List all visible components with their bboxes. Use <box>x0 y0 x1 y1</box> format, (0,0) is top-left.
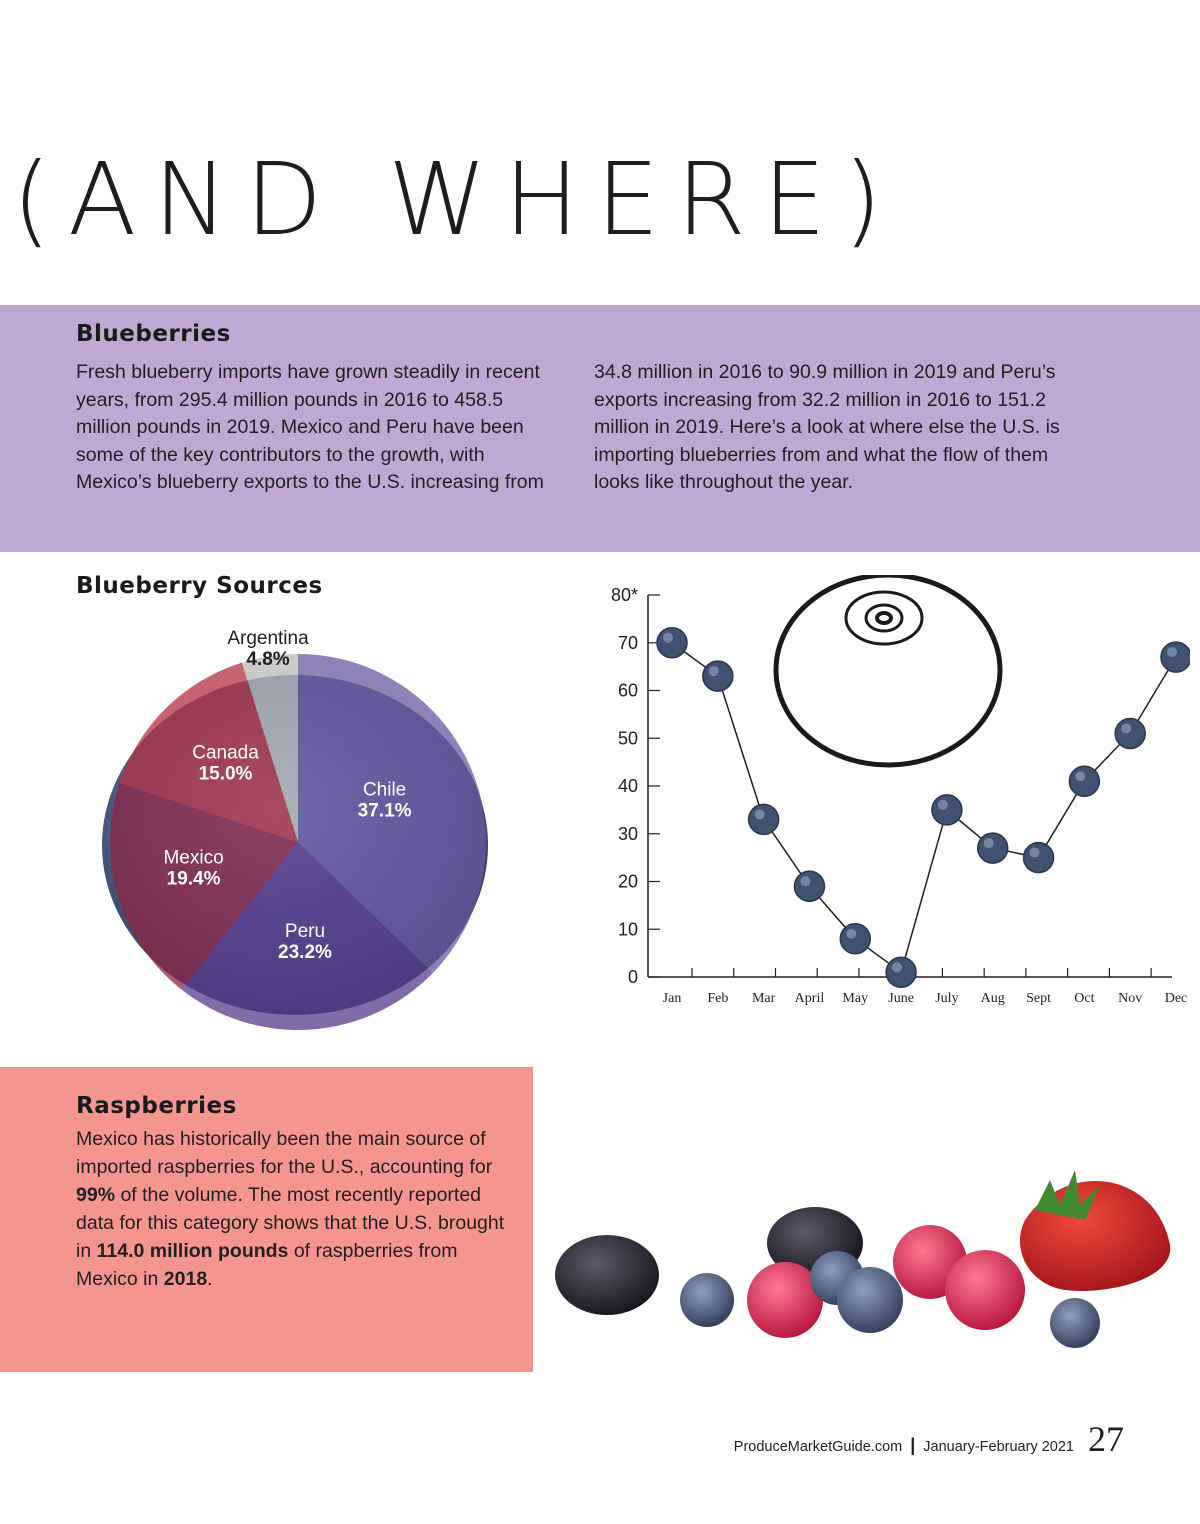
x-tick-label: July <box>935 991 959 1006</box>
data-point <box>1024 843 1054 873</box>
headline: (AND WHERE) <box>12 141 899 258</box>
series-points <box>657 628 1190 987</box>
data-point <box>1115 718 1145 748</box>
raspberry <box>945 1250 1025 1330</box>
x-tick-label: Jan <box>662 991 682 1006</box>
series-line <box>672 643 1176 972</box>
data-point <box>840 924 870 954</box>
y-tick-label: 0 <box>627 967 638 987</box>
data-point-highlight <box>938 800 948 810</box>
y-tick-label: 20 <box>617 871 638 892</box>
rasp-bold-year: 2018 <box>163 1268 208 1290</box>
berries-photo <box>545 1150 1185 1360</box>
x-tick-label: Nov <box>1118 991 1143 1006</box>
data-point <box>886 957 916 987</box>
x-tick-label: May <box>842 991 869 1006</box>
data-point <box>1161 642 1190 672</box>
raspberries-title: Raspberries <box>76 1093 237 1119</box>
blackberry <box>555 1235 659 1315</box>
x-tick-label: Mar <box>751 991 776 1006</box>
rasp-bold-volume: 114.0 million pounds <box>96 1240 289 1262</box>
data-point-highlight <box>892 962 902 972</box>
blueberries-text-col1: Fresh blueberry imports have grown steadily in recent years, from 295.4 million pounds in 2016 to 458.5 million pounds in 2019. Mexico and Peru have been some of the key contributors to the growth, with Mexico’s blueberry exports to the U.S. increasing from <box>76 361 544 493</box>
blueberry <box>837 1267 903 1333</box>
blueberry <box>1050 1298 1100 1348</box>
data-point-highlight <box>663 633 673 643</box>
data-point-highlight <box>984 838 994 848</box>
raspberries-section <box>0 1067 533 1372</box>
decorative-blueberry-sketch <box>776 575 1000 765</box>
rasp-bold-share: 99% <box>76 1184 116 1206</box>
data-point <box>794 871 824 901</box>
rasp-text-2: of the volume. The most recently reported data for this category shows that the U.S. brought in <box>76 1184 505 1262</box>
y-tick-label: 60 <box>617 680 638 701</box>
pie-slices <box>110 654 486 1030</box>
data-point-highlight <box>1075 771 1085 781</box>
blueberry <box>680 1273 734 1327</box>
x-tick-label: June <box>888 991 914 1006</box>
x-tick-label: Oct <box>1074 991 1095 1006</box>
pie-label-name: Mexico <box>163 847 224 869</box>
rasp-text-4: . <box>207 1268 213 1290</box>
pie-label-name: Argentina <box>227 628 309 649</box>
pie-label-value: 15.0% <box>198 763 253 785</box>
x-tick-label: Feb <box>707 991 729 1006</box>
data-point-highlight <box>1167 647 1177 657</box>
y-tick-label: 40 <box>617 776 638 796</box>
data-point-highlight <box>709 666 719 676</box>
rasp-text-3: of raspberries from Mexico in <box>76 1240 458 1290</box>
pie-label-value: 37.1% <box>357 800 412 822</box>
raspberries-text <box>76 1125 516 1293</box>
data-point <box>657 628 687 658</box>
data-point <box>749 804 779 834</box>
pie-label-name: Canada <box>192 742 259 764</box>
data-point-highlight <box>755 809 765 819</box>
x-tick-label: Dec <box>1164 991 1188 1006</box>
page-footer <box>734 1418 1124 1460</box>
rasp-text-1: Mexico has historically been the main source of imported raspberries for the U.S., accounting for <box>76 1128 493 1178</box>
footer-site: ProduceMarketGuide.com <box>733 1439 903 1455</box>
data-point <box>932 795 962 825</box>
data-point-highlight <box>1030 848 1040 858</box>
data-point-highlight <box>1121 723 1131 733</box>
y-tick-label: 50 <box>617 728 638 749</box>
blueberries-title: Blueberries <box>76 321 231 347</box>
data-point <box>1069 766 1099 796</box>
data-point-highlight <box>800 876 810 886</box>
blueberry-sources-pie-chart <box>90 620 530 1040</box>
pie-label-value: 4.8% <box>246 649 290 670</box>
x-tick-label: Aug <box>980 991 1005 1006</box>
blueberries-intro <box>0 305 1200 552</box>
y-tick-label: 70 <box>617 632 638 653</box>
x-tick-label: April <box>794 991 825 1006</box>
pie-label-name: Chile <box>362 779 407 801</box>
x-tick-label: Sept <box>1026 991 1051 1006</box>
series-polyline <box>672 643 1176 972</box>
y-tick-label: 30 <box>617 823 638 844</box>
blueberries-text-col2: 34.8 million in 2016 to 90.9 million in 2019 and Peru’s exports increasing from 32.2 million in 2016 to 151.2 million in 2019. Here’s a look at where else the U.S. is importing blueberries from and what the flow of them looks like throughout the year. <box>594 361 1060 493</box>
pie-label-value: 23.2% <box>278 942 332 964</box>
y-tick-label: 10 <box>617 919 638 940</box>
pie-label-value: 19.4% <box>166 868 221 890</box>
blueberry-monthly-line-chart <box>590 575 1190 1015</box>
footer-separator: | <box>910 1435 916 1455</box>
page-number: 27 <box>1088 1419 1124 1459</box>
chart-axes <box>611 585 1187 1006</box>
data-point <box>978 833 1008 863</box>
blueberry-sources-title: Blueberry Sources <box>76 573 323 599</box>
data-point-highlight <box>846 929 856 939</box>
y-tick-label: 80* <box>610 585 638 605</box>
footer-issue: January-February 2021 <box>923 1439 1074 1455</box>
data-point <box>703 661 733 691</box>
pie-label-name: Peru <box>284 921 326 943</box>
